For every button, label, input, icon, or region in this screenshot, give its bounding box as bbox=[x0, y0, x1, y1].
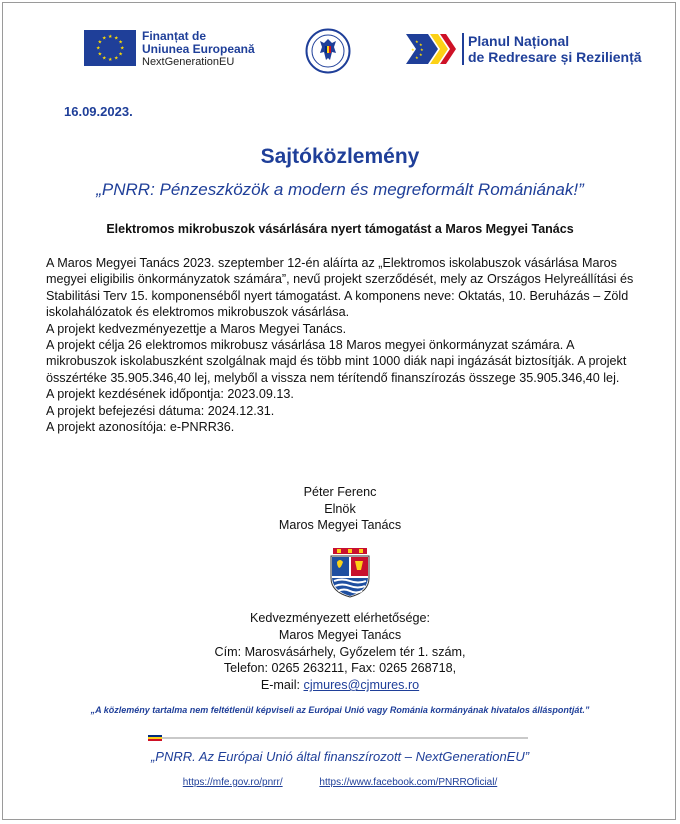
contact-address: Cím: Marosvásárhely, Győzelem tér 1. szám, bbox=[214, 644, 466, 659]
body-paragraph-1: A Maros Megyei Tanács 2023. szeptember 12-én aláírta az „Elektromos iskolabuszok vásárlása Maros megyei eligibilis önkormányzatok számára”, nevű projekt szerződését, mely az Országos Helyreállítási és Stabilitási Terv 15. komponenséből nyert támogatást. A komponens neve: Oktatás, 10. Beruházás – Zöld iskolahálózatok és elektromos mikrobuszok vásárlása. bbox=[46, 256, 634, 320]
romanian-government-seal-icon bbox=[305, 28, 351, 74]
signatory-role: Elnök bbox=[324, 501, 356, 516]
eu-funding-logo bbox=[84, 30, 255, 69]
eu-logo-line1: Finanțat de bbox=[142, 29, 207, 43]
svg-text:★: ★ bbox=[114, 35, 119, 42]
svg-text:★: ★ bbox=[419, 42, 423, 47]
page-subtitle: „PNRR: Pénzeszközök a modern és megreformált Romániának!” bbox=[96, 180, 584, 199]
body-paragraph-6: A projekt azonosítója: e-PNRR36. bbox=[46, 420, 235, 435]
eu-logo-line3: NextGenerationEU bbox=[142, 56, 235, 68]
body-paragraph-2: A projekt kedvezményezettje a Maros Megyei Tanács. bbox=[46, 321, 347, 336]
signatory-org: Maros Megyei Tanács bbox=[278, 518, 402, 532]
disclaimer: „A közlemény tartalma nem feltétlenül képviseli az Európai Unió vagy Románia kormányának hivatalos álláspontját.” bbox=[90, 705, 590, 715]
footer-slogan: „PNRR. Az Európai Unió által finanszírozott – NextGenerationEU” bbox=[150, 749, 530, 764]
signatory-name: Péter Ferenc bbox=[303, 485, 377, 499]
svg-text:★: ★ bbox=[96, 45, 101, 52]
footer-divider bbox=[148, 737, 528, 739]
pnrr-logo bbox=[406, 32, 642, 66]
body-paragraph-5: A projekt befejezési dátuma: 2024.12.31. bbox=[46, 403, 275, 418]
facebook-link[interactable]: https://www.facebook.com/PNRROficial/ bbox=[319, 777, 498, 788]
contact-label: Kedvezményezett elérhetősége: bbox=[250, 611, 430, 625]
contact-org: Maros Megyei Tanács bbox=[278, 627, 402, 642]
svg-text:★: ★ bbox=[97, 51, 103, 58]
body-paragraph-4: A projekt kezdésének időpontja: 2023.09.13. bbox=[46, 387, 294, 402]
svg-text:★: ★ bbox=[419, 52, 423, 57]
svg-text:★: ★ bbox=[415, 39, 419, 44]
svg-text:★: ★ bbox=[108, 57, 113, 64]
contact-block bbox=[0, 610, 680, 694]
email-prefix: E-mail: bbox=[260, 678, 301, 693]
email-link[interactable]: cjmures@cjmures.ro bbox=[303, 678, 420, 693]
pnrr-logo-line2: de Redresare și Reziliență bbox=[468, 49, 642, 65]
svg-text:★: ★ bbox=[420, 47, 424, 52]
mfe-link[interactable]: https://mfe.gov.ro/pnrr/ bbox=[182, 777, 283, 788]
svg-text:★: ★ bbox=[108, 34, 113, 40]
signature-block bbox=[0, 484, 680, 534]
svg-text:★: ★ bbox=[114, 55, 119, 62]
svg-text:★: ★ bbox=[97, 39, 103, 46]
article-heading: Elektromos mikrobuszok vásárlására nyert támogatást a Maros Megyei Tanács bbox=[106, 222, 574, 236]
footer-divider-accent bbox=[148, 735, 162, 741]
svg-text:★: ★ bbox=[102, 35, 107, 42]
pnrr-flag-icon bbox=[406, 32, 456, 66]
svg-text:★: ★ bbox=[118, 39, 123, 46]
county-crest-icon bbox=[327, 548, 373, 598]
svg-text:★: ★ bbox=[118, 51, 123, 58]
eu-flag-icon bbox=[84, 30, 136, 66]
footer-links bbox=[0, 777, 680, 788]
svg-text:★: ★ bbox=[415, 55, 419, 60]
svg-text:★: ★ bbox=[120, 45, 125, 52]
article-body bbox=[46, 255, 636, 435]
press-release-date: 16.09.2023. bbox=[64, 104, 133, 119]
body-paragraph-3: A projekt célja 26 elektromos mikrobusz vásárlása 18 Maros megyei önkormányzat számára. A mikrobuszok iskolabuszként szolgálnak majd és több mint 1000 diák napi ingázását biztosítják. A projekt összértéke 35.905.346,40 lej, melyből a vissza nem térítendő finanszírozás összege 35.905.346,40 lej. bbox=[46, 338, 627, 385]
contact-email-line bbox=[0, 677, 680, 694]
svg-text:★: ★ bbox=[102, 55, 107, 62]
svg-text:★: ★ bbox=[411, 47, 415, 52]
eu-logo-line2: Uniunea Europeană bbox=[142, 42, 255, 56]
contact-phone: Telefon: 0265 263211, Fax: 0265 268718, bbox=[223, 661, 457, 676]
page-title: Sajtóközlemény bbox=[260, 145, 420, 168]
pnrr-logo-line1: Planul Național bbox=[468, 33, 570, 49]
